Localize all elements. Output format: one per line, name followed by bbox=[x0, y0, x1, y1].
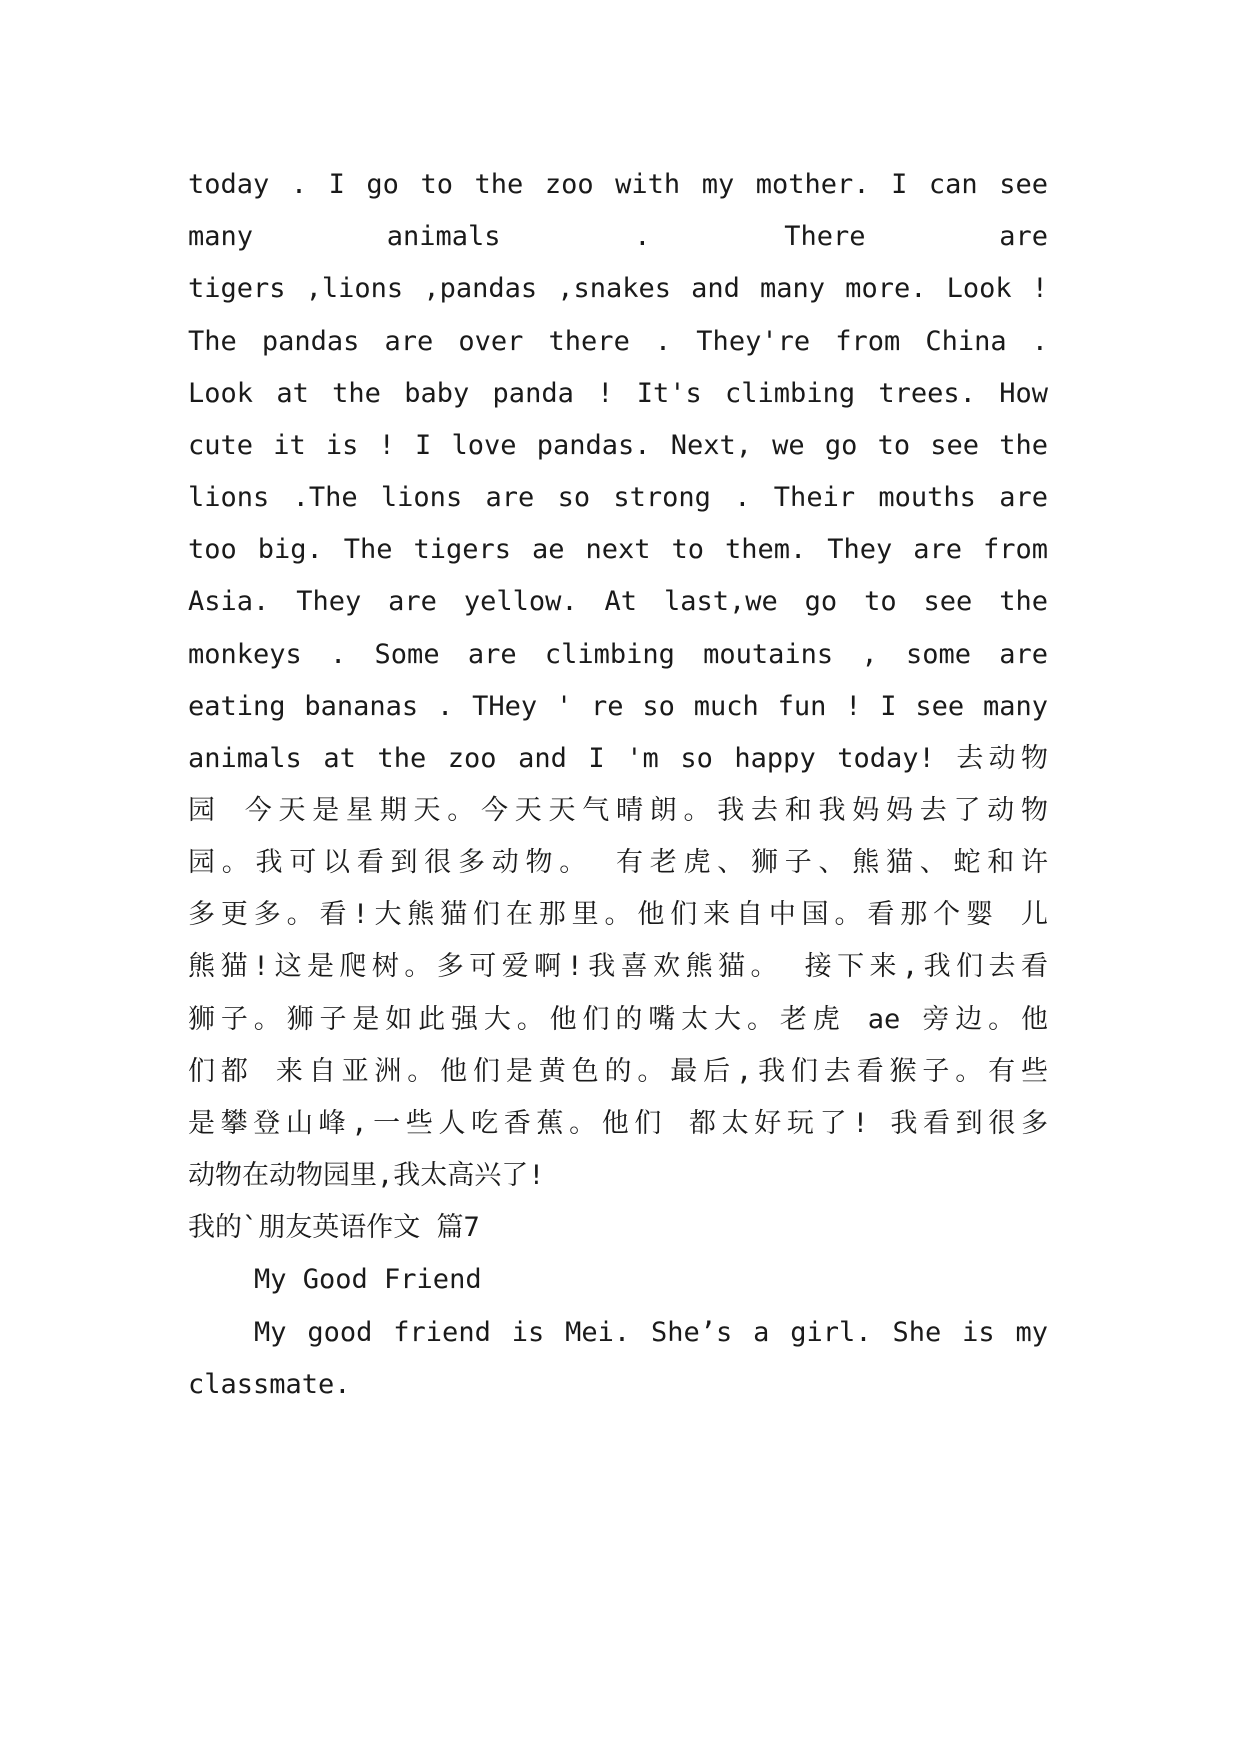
body-line-16: 熊猫!这是爬树。多可爱啊!我喜欢熊猫。 接下来,我们去看 bbox=[188, 951, 1048, 982]
essay-line-2: classmate. bbox=[188, 1369, 351, 1400]
body-line-17: 狮子。狮子是如此强大。他们的嘴太大。老虎 ae 旁边。他 bbox=[188, 1004, 1048, 1035]
section-heading: 我的`朋友英语作文 篇7 bbox=[188, 1212, 480, 1243]
body-line-15: 多更多。看!大熊猫们在那里。他们来自中国。看那个婴 儿 bbox=[188, 899, 1048, 930]
essay-line-1: My good friend is Mei. She’s a girl. She is my bbox=[254, 1317, 1048, 1348]
body-line-20: 动物在动物园里,我太高兴了! bbox=[188, 1160, 545, 1191]
body-line-8: too big. The tigers ae next to them. They are from bbox=[188, 534, 1048, 565]
body-line-5: Look at the baby panda ! It's climbing trees. How bbox=[188, 378, 1048, 409]
body-line-13: 园 今天是星期天。今天天气晴朗。我去和我妈妈去了动物 bbox=[188, 795, 1048, 826]
body-line-2: many animals . There are bbox=[188, 221, 1048, 252]
body-line-6: cute it is ! I love pandas. Next, we go to see the bbox=[188, 430, 1048, 461]
body-line-9: Asia. They are yellow. At last,we go to see the bbox=[188, 586, 1048, 617]
body-line-12: animals at the zoo and I 'm so happy today! 去动物 bbox=[188, 743, 1048, 774]
essay-title: My Good Friend bbox=[254, 1264, 482, 1295]
body-line-1: today . I go to the zoo with my mother. I can see bbox=[188, 169, 1048, 200]
body-line-19: 是攀登山峰,一些人吃香蕉。他们 都太好玩了! 我看到很多 bbox=[188, 1108, 1048, 1139]
body-line-11: eating bananas . THey ' re so much fun ! I see many bbox=[188, 691, 1048, 722]
body-line-4: The pandas are over there . They're from China . bbox=[188, 326, 1048, 357]
body-line-10: monkeys . Some are climbing moutains , some are bbox=[188, 639, 1048, 670]
body-line-7: lions .The lions are so strong . Their mouths are bbox=[188, 482, 1048, 513]
body-line-18: 们都 来自亚洲。他们是黄色的。最后,我们去看猴子。有些 bbox=[188, 1056, 1048, 1087]
body-line-14: 园。我可以看到很多动物。 有老虎、狮子、熊猫、蛇和许 bbox=[188, 847, 1048, 878]
body-line-3: tigers ,lions ,pandas ,snakes and many more. Look ! bbox=[188, 273, 1048, 304]
